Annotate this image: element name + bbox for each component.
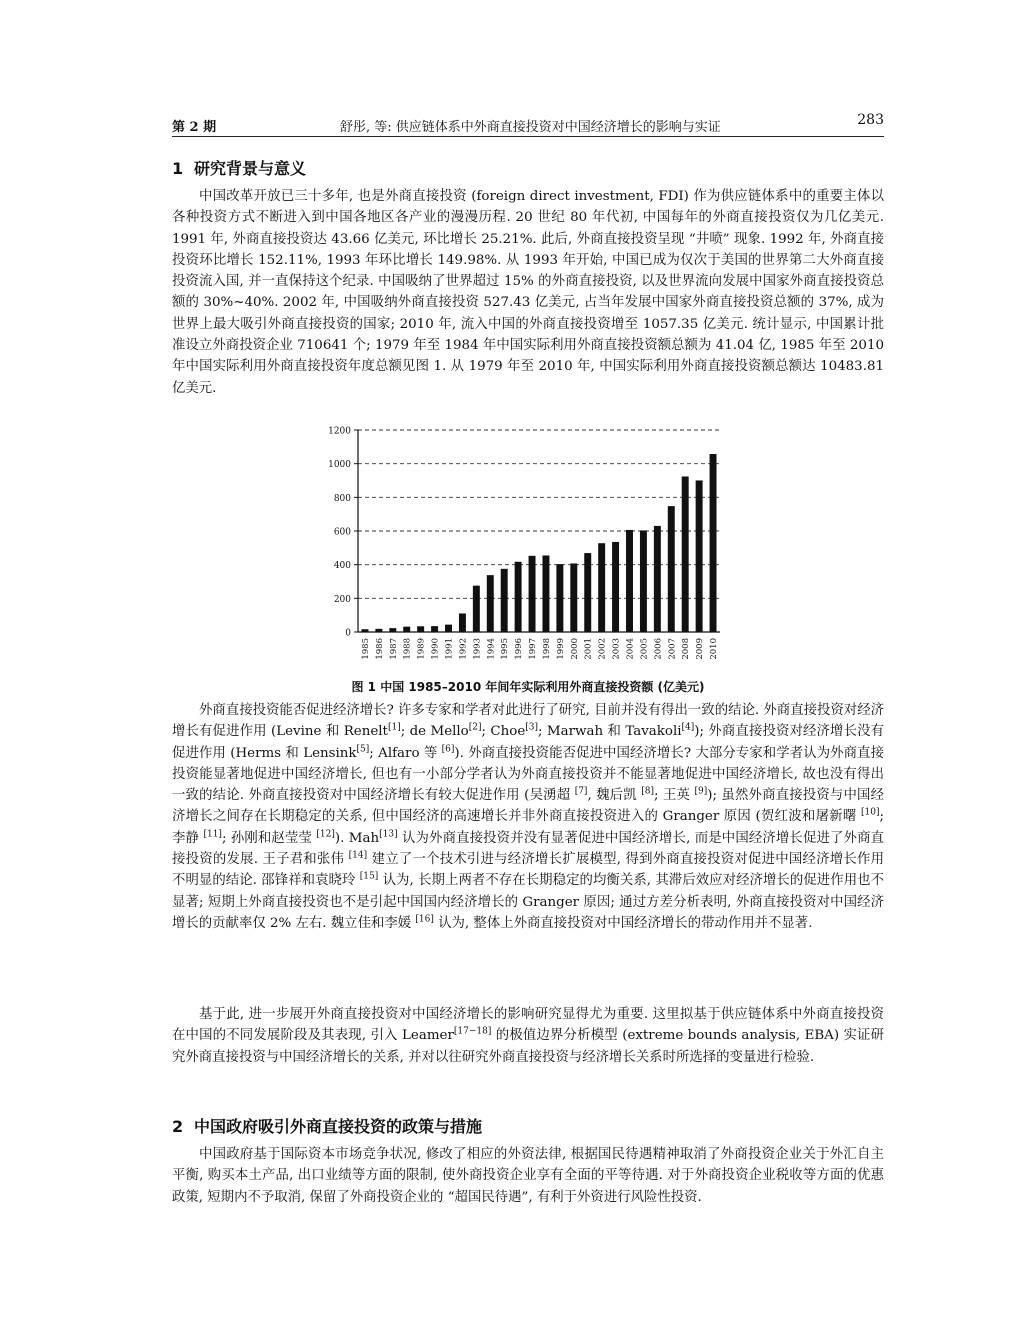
- running-header: [172, 112, 884, 137]
- bar-1991: [445, 625, 452, 632]
- bar-2005: [640, 530, 647, 632]
- section-1-paragraph-1: 中国改革开放已三十多年, 也是外商直接投资 (foreign direct investment, FDI) 作为供应链体系中的重要主体以各种投资方式不断进入到中国各地区各产业的漫漫历程. 20 世纪 80 年代初, 中国每年的外商直接投资仅为几亿美元. 1991 年, 外商直接投资达 43.66 亿美元, 环比增长 25.21%. 此后, 外商直接投资呈现 “井喷” 现象. 1992 年, 外商直接投资环比增长 152.11%, 1993 年环比增长 149.98%. 从 1993 年开始, 中国已成为仅次于美国的世界第二大外商直接投资流入国, 并一直保持这个纪录. 中国吸纳了世界超过 15% 的外商直接投资, 以及世界流向发展中国家外商直接投资总额的 30%~40%. 2002 年, 中国吸纳外商直接投资 527.43 亿美元, 占当年发展中国家外商直接投资总额的 37%, 成为世界上最大吸引外商直接投资的国家; 2010 年, 流入中国的外商直接投资增至 1057.35 亿美元. 统计显示, 中国累计批准设立外商投资企业 710641 个; 1979 年至 1984 年中国实际利用外商直接投资额总额为 41.04 亿, 1985 年至 2010 年中国实际利用外商直接投资年度总额见图 1. 从 1979 年至 2010 年, 中国实际利用外商直接投资额总额达 10483.81 亿美元.: [172, 189, 884, 396]
- section-2-paragraph-1: 中国政府基于国际资本市场竞争状况, 修改了相应的外资法律, 根据国民待遇精神取消了外商投资企业关于外汇自主平衡, 购买本土产品, 出口业绩等方面的限制, 使外商投资企业享有全面的平等待遇. 对于外商投资企业税收等方面的优惠政策, 短期内不予取消, 保留了外商投资企业的 “超国民待遇”, 有利于外资进行风险性投资.: [172, 1147, 884, 1205]
- bar-1989: [417, 626, 424, 632]
- x-tick-label: 1992: [458, 638, 469, 660]
- x-tick-label: 1988: [402, 638, 413, 660]
- bar-1990: [431, 626, 438, 632]
- fdi-bar-chart: [300, 420, 740, 676]
- bar-2003: [612, 542, 619, 632]
- bar-1993: [473, 586, 480, 632]
- x-tick-label: 1987: [388, 638, 399, 660]
- x-tick-label: 2009: [695, 638, 706, 660]
- x-tick-label: 2005: [639, 638, 650, 660]
- x-tick-label: 2010: [709, 638, 720, 660]
- x-tick-label: 2006: [653, 638, 664, 660]
- bar-2009: [696, 480, 703, 632]
- figure-1-caption: 图 1 中国 1985–2010 年间年实际利用外商直接投资额 (亿美元): [351, 680, 705, 694]
- x-tick-label: 1997: [528, 638, 539, 660]
- section-2-number: 2: [172, 1117, 184, 1136]
- y-tick-label: 0: [345, 628, 351, 639]
- x-tick-label: 1986: [374, 638, 385, 660]
- y-tick-label: 200: [333, 594, 351, 605]
- bar-1999: [556, 564, 563, 632]
- y-tick-label: 1200: [328, 426, 351, 437]
- x-tick-label: 1996: [514, 638, 525, 660]
- x-tick-label: 1999: [555, 638, 566, 660]
- bar-2000: [570, 563, 577, 632]
- section-1-paragraph-2: 外商直接投资能否促进经济增长? 许多专家和学者对此进行了研究, 目前并没有得出一致的结论. 外商直接投资对经济增长有促进作用 (Levine 和 Renelt[1]; de Mello[2]; Choe[3]; Marwah 和 Tavakoli[4]); 外商直接投资对经济增长没有促进作用 (Herms 和 Lensink[5]; Alfaro 等 [6]). 外商直接投资能否促进中国经济增长? 大部分专家和学者认为外商直接投资能显著地促进中国经济增长, 但也有一小部分学者认为外商直接投资并不能显著地促进中国经济增长, 故也没有得出一致的结论. 外商直接投资对中国经济增长有较大促进作用 (吴湧超 [7], 魏后凯 [8]; 王英 [9]); 虽然外商直接投资与中国经济增长之间存在长期稳定的关系, 但中国经济的高速增长并非外商直接投资进入的 Granger 原因 (贺红波和屠新曙 [10]; 李静 [11]; 孙刚和赵莹莹 [12]). Mah[13] 认为外商直接投资并没有显著促进中国经济增长, 而是中国经济增长促进了外商直接投资的发展. 王子君和张伟 [14] 建立了一个技术引进与经济增长扩展模型, 得到外商直接投资对促进中国经济增长作用不明显的结论. 邵锋祥和袁晓玲 [15] 认为, 长期上两者不存在长期稳定的均衡关系, 其滞后效应对经济增长的促进作用也不显著; 短期上外商直接投资也不是引起中国国内经济增长的 Granger 原因; 通过方差分析表明, 外商直接投资对中国经济增长的贡献率仅 2% 左右. 魏立佳和李媛 [16] 认为, 整体上外商直接投资对中国经济增长的带动作用并不显著.: [172, 703, 884, 931]
- x-tick-label: 2002: [597, 638, 608, 660]
- issue-number: 第 2 期: [172, 120, 217, 135]
- bar-1987: [389, 628, 396, 632]
- x-tick-label: 2007: [667, 638, 678, 660]
- x-tick-label: 2003: [611, 638, 622, 660]
- x-tick-label: 1989: [416, 638, 427, 660]
- x-tick-label: 1990: [430, 638, 441, 660]
- bar-1986: [375, 629, 382, 632]
- section-1-heading: [172, 156, 306, 179]
- y-tick-label: 600: [333, 527, 351, 538]
- bar-2010: [710, 454, 717, 632]
- section-1-number: 1: [172, 159, 184, 178]
- section-1-title: 研究背景与意义: [194, 159, 307, 178]
- x-tick-label: 2000: [569, 638, 580, 660]
- y-tick-label: 800: [333, 493, 351, 504]
- x-tick-label: 1995: [500, 638, 511, 660]
- x-tick-label: 1991: [444, 638, 455, 660]
- x-tick-label: 1998: [541, 638, 552, 660]
- y-tick-label: 400: [333, 561, 351, 572]
- section-1-paragraph-3: 基于此, 进一步展开外商直接投资对中国经济增长的影响研究显得尤为重要. 这里拟基于供应链体系中外商直接投资在中国的不同发展阶段及其表现, 引入 Leamer[17−18] 的极值边界分析模型 (extreme bounds analysis, EBA) 实证研究外商直接投资与中国经济增长的关系, 并对以往研究外商直接投资与经济增长关系时所选择的变量进行检验.: [172, 1007, 885, 1065]
- bar-2001: [584, 553, 591, 632]
- bar-1995: [501, 569, 508, 632]
- section-2-heading: [172, 1114, 482, 1137]
- x-tick-label: 2001: [583, 638, 594, 660]
- x-tick-label: 1985: [360, 638, 371, 660]
- bar-1994: [487, 575, 494, 632]
- page-number: 283: [857, 112, 884, 128]
- bar-1998: [542, 555, 549, 632]
- bar-2007: [668, 506, 675, 632]
- bar-2004: [626, 530, 633, 632]
- bar-2002: [598, 543, 605, 632]
- section-2-title: 中国政府吸引外商直接投资的政策与措施: [194, 1117, 483, 1136]
- bar-1985: [361, 629, 368, 632]
- bar-2006: [654, 526, 661, 632]
- x-tick-label: 1994: [486, 638, 497, 660]
- x-tick-label: 2004: [625, 638, 636, 660]
- bar-2008: [682, 476, 689, 632]
- bar-1992: [459, 613, 466, 632]
- bar-1996: [515, 562, 522, 632]
- bar-1997: [529, 556, 536, 632]
- x-tick-label: 2008: [681, 638, 692, 660]
- y-tick-label: 1000: [328, 460, 351, 471]
- bar-1988: [403, 627, 410, 632]
- running-title: 舒彤, 等: 供应链体系中外商直接投资对中国经济增长的影响与实证: [340, 120, 721, 135]
- x-tick-label: 1993: [472, 638, 483, 660]
